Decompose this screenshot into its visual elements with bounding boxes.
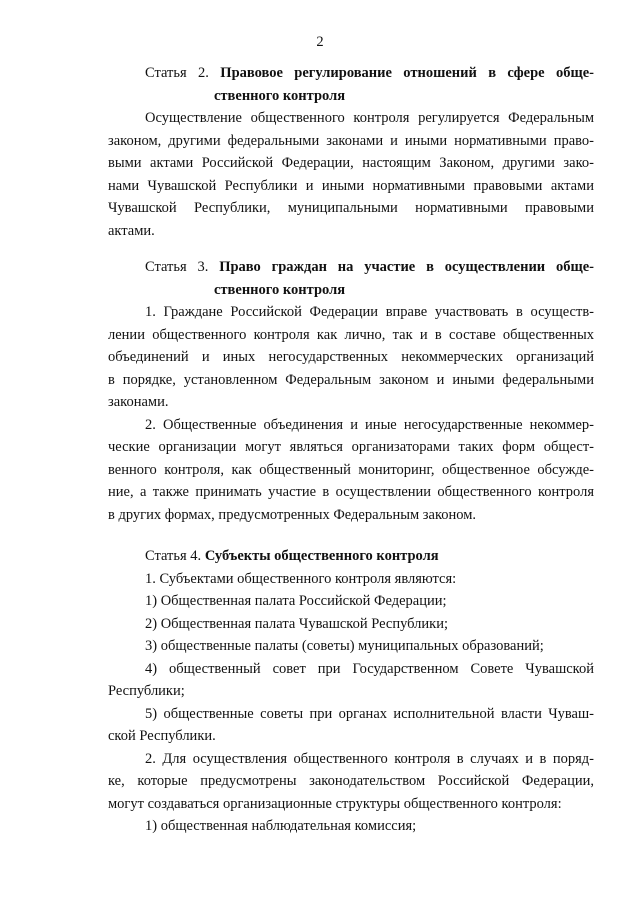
article-4-title: Субъекты общественного контроля (204, 548, 439, 564)
article-3-p1-line: в порядке, установленном Федеральным законом и иными федеральными (108, 371, 594, 388)
article-3-p1-line: законами. (108, 394, 169, 410)
article-3-p2-line: 2. Общественные объединения и иные негосударственные некоммер- (145, 416, 594, 433)
article-2-body-line: актами. (108, 222, 155, 239)
article-4-sub-item: 1) общественная наблюдательная комиссия; (145, 818, 417, 834)
article-3-p1-line: объединений и иных негосударственных некоммерческих организаций (108, 349, 594, 365)
article-2-body-line: Осуществление общественного контроля регулируется Федеральным (145, 110, 594, 126)
article-3-heading (108, 256, 594, 279)
article-3-p2-line: в других формах, предусмотренных Федеральным законом. (108, 506, 477, 523)
article-4-item-4-line: Республики; (108, 683, 185, 699)
article-2-prefix: Статья 2. (145, 65, 209, 81)
article-4-item-4-line: 4) общественный совет при Государственном Совете Чувашской (145, 660, 594, 677)
article-3-p2-line: ние, а также принимать участие в осуществлении общественного контроля (108, 484, 594, 500)
article-3-title-line-2: ственного контроля (214, 281, 346, 298)
article-2-title-line-2: ственного контроля (214, 87, 346, 104)
article-4-item: 2) Общественная палата Чувашской Республики; (145, 615, 449, 632)
article-4-p2-line: могут создаваться организационные структуры общественного контроля: (108, 795, 562, 812)
article-2-body-line: законом, другими федеральными законами и иными нормативными право- (108, 132, 594, 149)
page-number: 2 (316, 34, 324, 50)
article-3 (108, 256, 594, 526)
article-4-p2-line: 2. Для осуществления общественного контроля в случаях и в поряд- (145, 750, 594, 767)
article-4-p2-line: ке, которые предусмотрены законодательством Российской Федерации, (108, 773, 594, 789)
article-3-p1-line: лении общественного контроля как лично, так и в составе общественных (108, 326, 594, 343)
article-3-title-line-1: Право граждан на участие в осуществлении обще- (219, 259, 594, 275)
article-2-body-line: Чувашской Республики, муниципальными нормативными правовыми (108, 200, 594, 216)
article-3-p2-line: ческие организации могут являться организаторами таких форм общест- (108, 439, 594, 455)
article-4-item: 3) общественные палаты (советы) муниципальных образований; (145, 638, 544, 654)
article-4-intro: 1. Субъектами общественного контроля являются: (145, 570, 457, 587)
article-4-item-5-line: ской Республики. (108, 728, 216, 744)
article-4-heading (108, 545, 594, 568)
article-3-p2-line: венного контроля, как общественный мониторинг, общественное обсужде- (108, 461, 594, 478)
article-3-p1-line: 1. Граждане Российской Федерации вправе участвовать в осуществ- (145, 304, 594, 320)
article-2 (108, 62, 594, 242)
article-2-title-line-1: Правовое регулирование отношений в сфере обще- (220, 65, 594, 81)
article-2-heading (108, 62, 594, 85)
article-4-item-5-line: 5) общественные советы при органах исполнительной власти Чуваш- (145, 705, 594, 722)
article-3-prefix: Статья 3. (145, 259, 209, 275)
article-4-prefix: Статья 4. (145, 548, 202, 564)
article-4 (108, 545, 594, 838)
article-2-body-line: нами Чувашской Республики и иными нормативными правовыми актами (108, 177, 594, 194)
article-2-body-line: выми актами Российской Федерации, настоящим Законом, другими зако- (108, 155, 594, 171)
article-4-item: 1) Общественная палата Российской Федерации; (145, 593, 447, 609)
